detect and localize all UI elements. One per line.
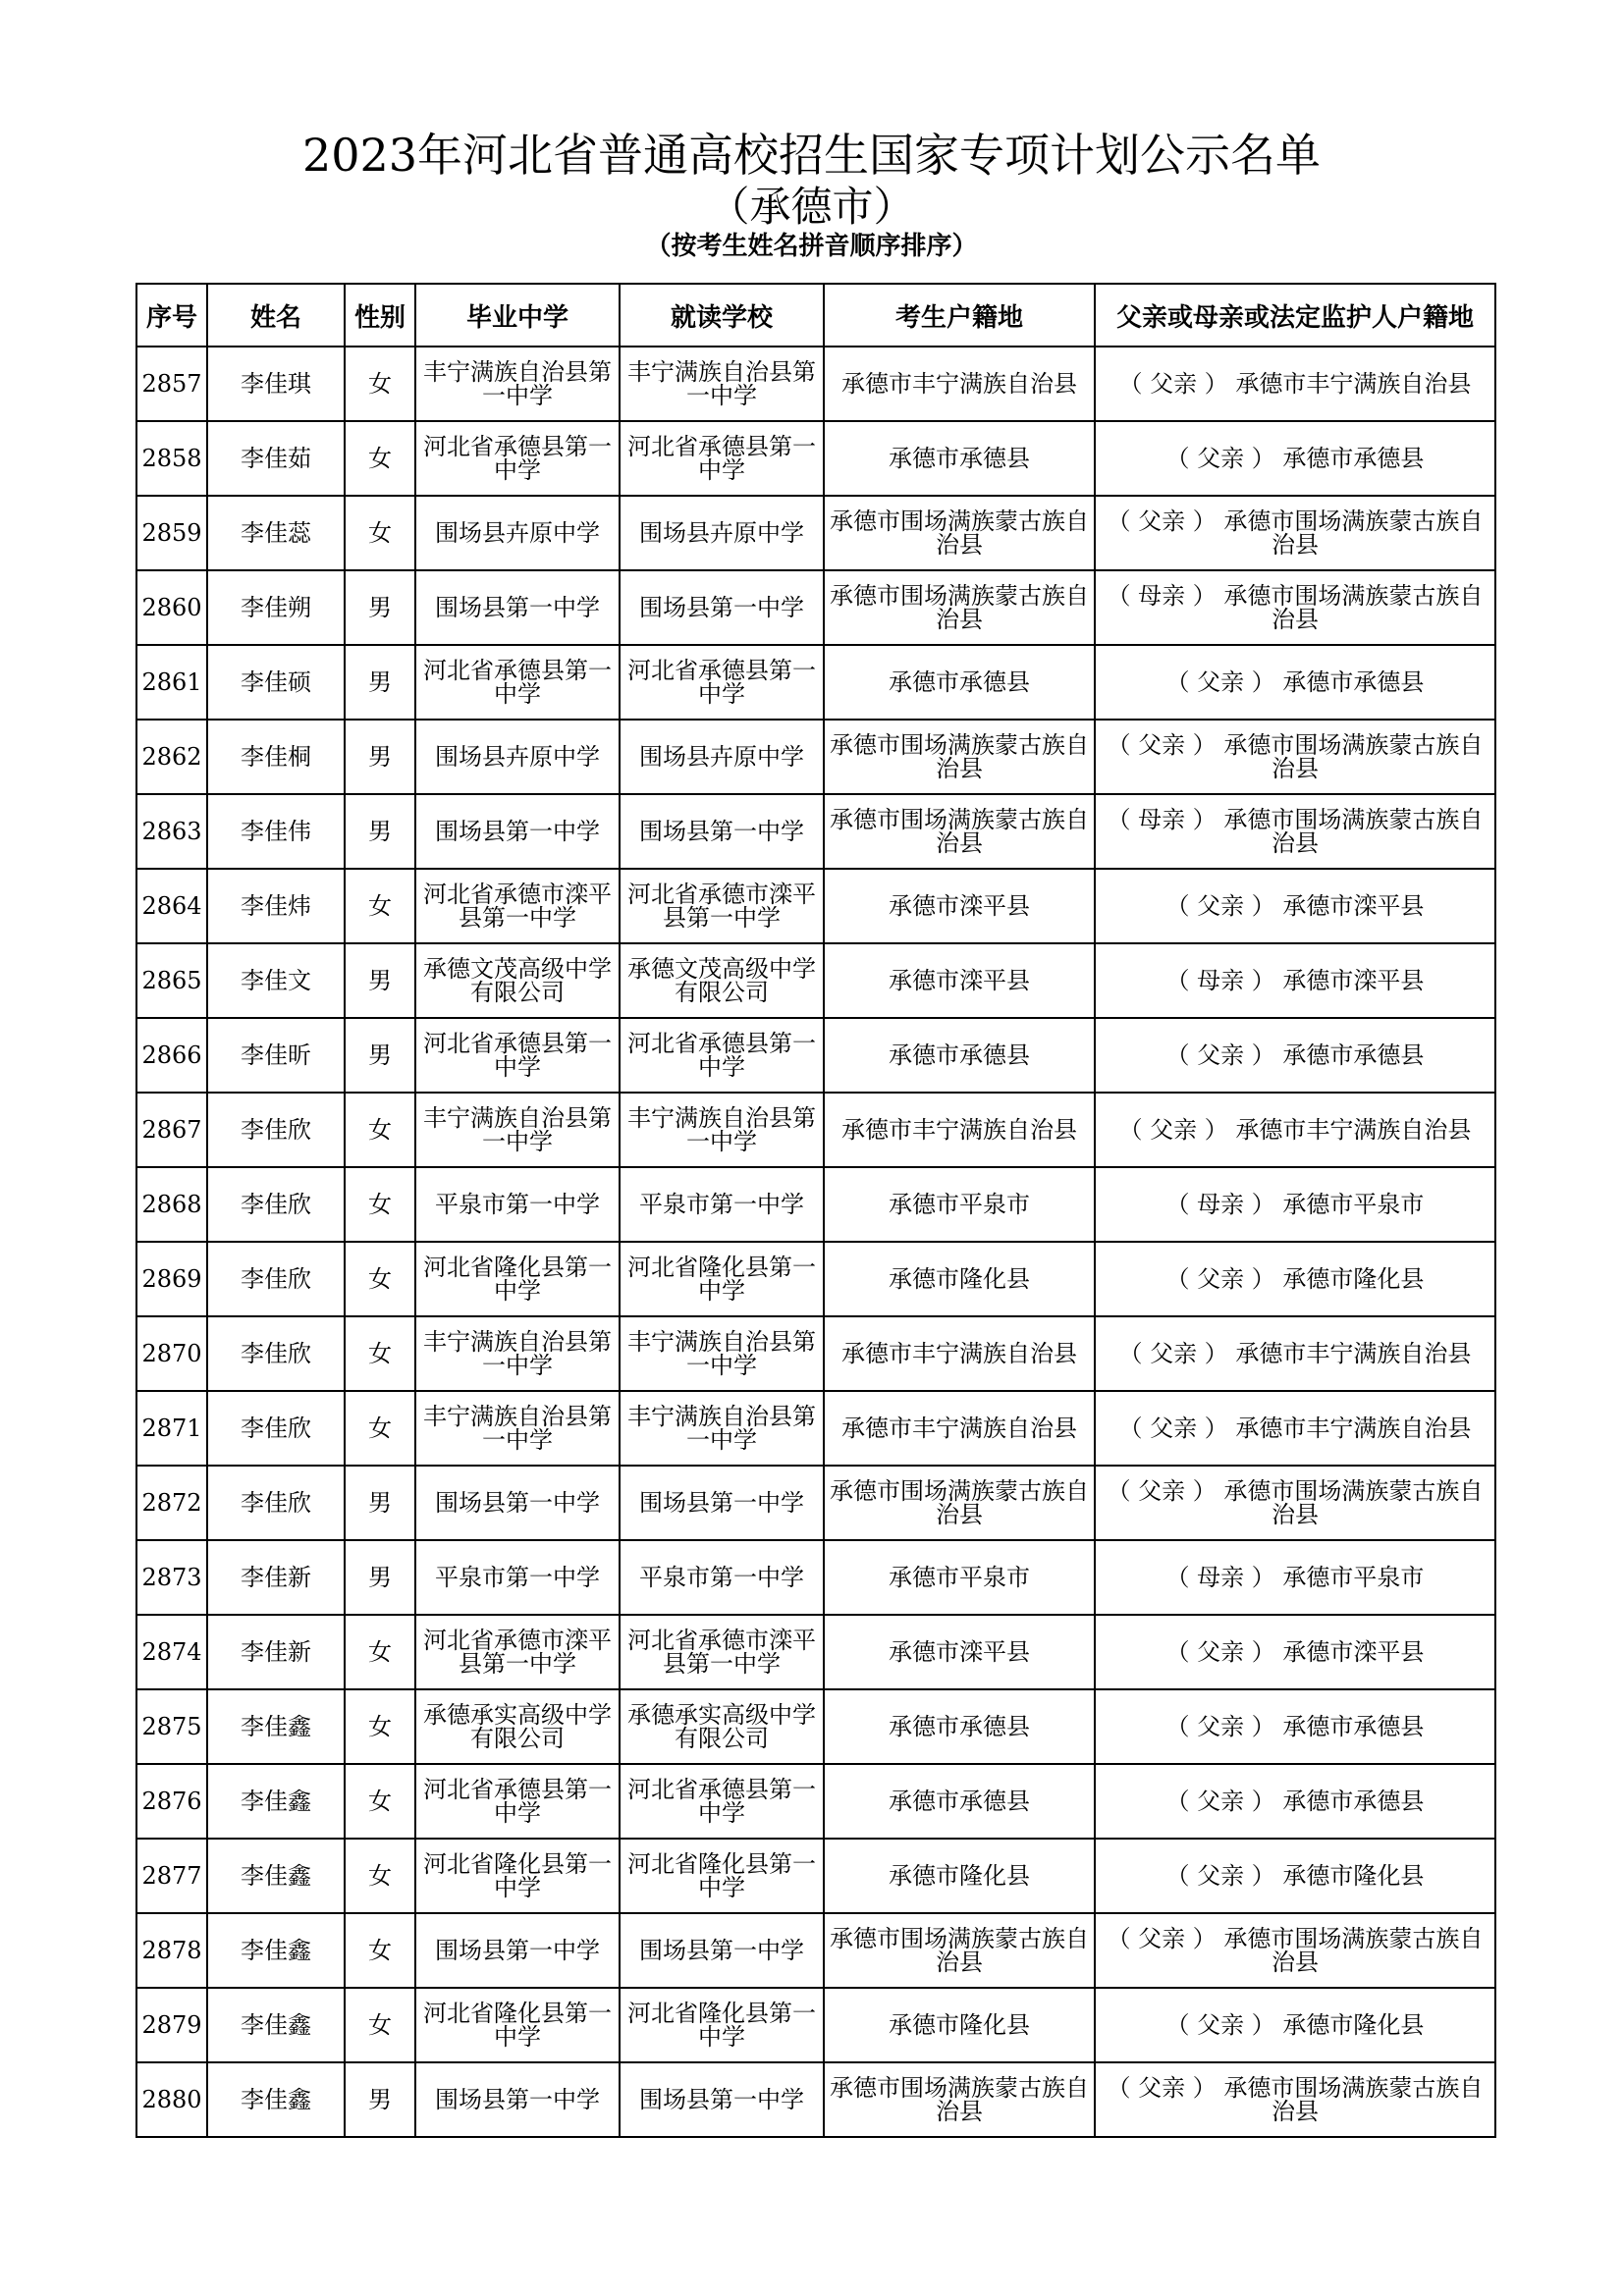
cell-current-school: 承德承实高级中学有限公司 bbox=[620, 1689, 824, 1764]
sort-note: （按考生姓名拼音顺序排序） bbox=[645, 232, 978, 261]
table-row bbox=[136, 347, 1495, 421]
cell-guardian-registration: （ 父亲 ） 承德市隆化县 bbox=[1095, 1242, 1495, 1316]
cell-graduated-school: 丰宁满族自治县第一中学 bbox=[415, 347, 620, 421]
cell-guardian-registration: （ 父亲 ） 承德市隆化县 bbox=[1095, 1988, 1495, 2062]
cell-name: 李佳琪 bbox=[207, 347, 345, 421]
cell-index: 2860 bbox=[136, 570, 207, 645]
table-row bbox=[136, 421, 1495, 496]
table-body bbox=[136, 347, 1495, 2137]
cell-index: 2879 bbox=[136, 1988, 207, 2062]
table-row bbox=[136, 1167, 1495, 1242]
cell-guardian-registration: （ 父亲 ） 承德市丰宁满族自治县 bbox=[1095, 1316, 1495, 1391]
cell-household-registration: 承德市丰宁满族自治县 bbox=[824, 1391, 1095, 1466]
cell-guardian-registration: （ 父亲 ） 承德市围场满族蒙古族自治县 bbox=[1095, 720, 1495, 794]
cell-household-registration: 承德市隆化县 bbox=[824, 1242, 1095, 1316]
table-row bbox=[136, 720, 1495, 794]
cell-name: 李佳蕊 bbox=[207, 496, 345, 570]
cell-household-registration: 承德市隆化县 bbox=[824, 1839, 1095, 1913]
cell-graduated-school: 河北省承德县第一中学 bbox=[415, 1018, 620, 1093]
header-household-registration: 考生户籍地 bbox=[824, 284, 1095, 347]
cell-index: 2875 bbox=[136, 1689, 207, 1764]
cell-guardian-registration: （ 父亲 ） 承德市围场满族蒙古族自治县 bbox=[1095, 1913, 1495, 1988]
cell-current-school: 河北省隆化县第一中学 bbox=[620, 1988, 824, 2062]
cell-household-registration: 承德市滦平县 bbox=[824, 869, 1095, 943]
cell-index: 2864 bbox=[136, 869, 207, 943]
cell-gender: 女 bbox=[345, 347, 415, 421]
cell-guardian-registration: （ 父亲 ） 承德市丰宁满族自治县 bbox=[1095, 347, 1495, 421]
table-row bbox=[136, 1839, 1495, 1913]
cell-graduated-school: 河北省承德市滦平县第一中学 bbox=[415, 869, 620, 943]
table-row bbox=[136, 1316, 1495, 1391]
cell-name: 李佳欣 bbox=[207, 1316, 345, 1391]
cell-gender: 男 bbox=[345, 1018, 415, 1093]
table-row bbox=[136, 1018, 1495, 1093]
cell-guardian-registration: （ 父亲 ） 承德市滦平县 bbox=[1095, 1615, 1495, 1689]
header-gender: 性别 bbox=[345, 284, 415, 347]
cell-current-school: 丰宁满族自治县第一中学 bbox=[620, 347, 824, 421]
cell-index: 2861 bbox=[136, 645, 207, 720]
cell-household-registration: 承德市丰宁满族自治县 bbox=[824, 347, 1095, 421]
cell-current-school: 围场县第一中学 bbox=[620, 1913, 824, 1988]
cell-household-registration: 承德市承德县 bbox=[824, 1689, 1095, 1764]
cell-gender: 男 bbox=[345, 720, 415, 794]
cell-current-school: 丰宁满族自治县第一中学 bbox=[620, 1391, 824, 1466]
cell-gender: 女 bbox=[345, 421, 415, 496]
cell-household-registration: 承德市围场满族蒙古族自治县 bbox=[824, 794, 1095, 869]
cell-graduated-school: 围场县第一中学 bbox=[415, 1913, 620, 1988]
cell-name: 李佳鑫 bbox=[207, 2062, 345, 2137]
cell-household-registration: 承德市滦平县 bbox=[824, 943, 1095, 1018]
cell-name: 李佳鑫 bbox=[207, 1839, 345, 1913]
cell-guardian-registration: （ 父亲 ） 承德市承德县 bbox=[1095, 1689, 1495, 1764]
table-row bbox=[136, 1093, 1495, 1167]
table-row bbox=[136, 1988, 1495, 2062]
cell-current-school: 丰宁满族自治县第一中学 bbox=[620, 1316, 824, 1391]
cell-household-registration: 承德市承德县 bbox=[824, 1764, 1095, 1839]
cell-gender: 女 bbox=[345, 1391, 415, 1466]
cell-current-school: 承德文茂高级中学有限公司 bbox=[620, 943, 824, 1018]
cell-gender: 男 bbox=[345, 943, 415, 1018]
cell-household-registration: 承德市围场满族蒙古族自治县 bbox=[824, 1466, 1095, 1540]
table-row bbox=[136, 1391, 1495, 1466]
cell-index: 2867 bbox=[136, 1093, 207, 1167]
cell-gender: 女 bbox=[345, 496, 415, 570]
cell-graduated-school: 围场县卉原中学 bbox=[415, 720, 620, 794]
cell-gender: 男 bbox=[345, 1466, 415, 1540]
cell-gender: 女 bbox=[345, 1242, 415, 1316]
cell-gender: 女 bbox=[345, 1913, 415, 1988]
cell-current-school: 丰宁满族自治县第一中学 bbox=[620, 1093, 824, 1167]
cell-name: 李佳硕 bbox=[207, 645, 345, 720]
cell-name: 李佳欣 bbox=[207, 1242, 345, 1316]
header-name: 姓名 bbox=[207, 284, 345, 347]
cell-graduated-school: 丰宁满族自治县第一中学 bbox=[415, 1316, 620, 1391]
cell-graduated-school: 承德文茂高级中学有限公司 bbox=[415, 943, 620, 1018]
cell-graduated-school: 河北省承德县第一中学 bbox=[415, 645, 620, 720]
cell-name: 李佳伟 bbox=[207, 794, 345, 869]
cell-graduated-school: 平泉市第一中学 bbox=[415, 1540, 620, 1615]
cell-name: 李佳鑫 bbox=[207, 1764, 345, 1839]
cell-guardian-registration: （ 父亲 ） 承德市围场满族蒙古族自治县 bbox=[1095, 2062, 1495, 2137]
cell-gender: 女 bbox=[345, 1839, 415, 1913]
cell-gender: 女 bbox=[345, 1093, 415, 1167]
cell-name: 李佳新 bbox=[207, 1540, 345, 1615]
cell-household-registration: 承德市承德县 bbox=[824, 1018, 1095, 1093]
cell-guardian-registration: （ 母亲 ） 承德市围场满族蒙古族自治县 bbox=[1095, 570, 1495, 645]
cell-current-school: 河北省承德市滦平县第一中学 bbox=[620, 869, 824, 943]
header-graduated-school: 毕业中学 bbox=[415, 284, 620, 347]
cell-name: 李佳鑫 bbox=[207, 1689, 345, 1764]
cell-gender: 女 bbox=[345, 1615, 415, 1689]
cell-index: 2857 bbox=[136, 347, 207, 421]
cell-household-registration: 承德市围场满族蒙古族自治县 bbox=[824, 720, 1095, 794]
cell-guardian-registration: （ 父亲 ） 承德市承德县 bbox=[1095, 645, 1495, 720]
cell-index: 2876 bbox=[136, 1764, 207, 1839]
cell-graduated-school: 承德承实高级中学有限公司 bbox=[415, 1689, 620, 1764]
cell-name: 李佳鑫 bbox=[207, 1988, 345, 2062]
cell-guardian-registration: （ 父亲 ） 承德市承德县 bbox=[1095, 421, 1495, 496]
cell-graduated-school: 围场县第一中学 bbox=[415, 794, 620, 869]
table-row bbox=[136, 1242, 1495, 1316]
cell-graduated-school: 围场县第一中学 bbox=[415, 2062, 620, 2137]
cell-gender: 女 bbox=[345, 1988, 415, 2062]
cell-household-registration: 承德市承德县 bbox=[824, 421, 1095, 496]
cell-gender: 女 bbox=[345, 1316, 415, 1391]
cell-index: 2880 bbox=[136, 2062, 207, 2137]
cell-current-school: 河北省承德县第一中学 bbox=[620, 1018, 824, 1093]
table-row bbox=[136, 570, 1495, 645]
cell-household-registration: 承德市丰宁满族自治县 bbox=[824, 1093, 1095, 1167]
document-title: 2023年河北省普通高校招生国家专项计划公示名单 bbox=[301, 129, 1322, 182]
cell-current-school: 平泉市第一中学 bbox=[620, 1167, 824, 1242]
cell-index: 2869 bbox=[136, 1242, 207, 1316]
cell-household-registration: 承德市围场满族蒙古族自治县 bbox=[824, 1913, 1095, 1988]
cell-current-school: 河北省承德县第一中学 bbox=[620, 1764, 824, 1839]
cell-index: 2874 bbox=[136, 1615, 207, 1689]
cell-current-school: 围场县卉原中学 bbox=[620, 496, 824, 570]
cell-index: 2873 bbox=[136, 1540, 207, 1615]
cell-guardian-registration: （ 父亲 ） 承德市承德县 bbox=[1095, 1764, 1495, 1839]
table-row bbox=[136, 943, 1495, 1018]
cell-guardian-registration: （ 父亲 ） 承德市围场满族蒙古族自治县 bbox=[1095, 496, 1495, 570]
cell-household-registration: 承德市隆化县 bbox=[824, 1988, 1095, 2062]
cell-current-school: 河北省承德县第一中学 bbox=[620, 421, 824, 496]
cell-gender: 男 bbox=[345, 794, 415, 869]
table-row bbox=[136, 1615, 1495, 1689]
table-row bbox=[136, 496, 1495, 570]
cell-household-registration: 承德市围场满族蒙古族自治县 bbox=[824, 2062, 1095, 2137]
cell-graduated-school: 河北省隆化县第一中学 bbox=[415, 1839, 620, 1913]
cell-guardian-registration: （ 父亲 ） 承德市丰宁满族自治县 bbox=[1095, 1093, 1495, 1167]
table-row bbox=[136, 2062, 1495, 2137]
cell-name: 李佳朔 bbox=[207, 570, 345, 645]
cell-current-school: 围场县第一中学 bbox=[620, 1466, 824, 1540]
cell-gender: 女 bbox=[345, 1167, 415, 1242]
cell-guardian-registration: （ 父亲 ） 承德市滦平县 bbox=[1095, 869, 1495, 943]
cell-current-school: 河北省隆化县第一中学 bbox=[620, 1839, 824, 1913]
cell-graduated-school: 河北省承德县第一中学 bbox=[415, 421, 620, 496]
cell-name: 李佳昕 bbox=[207, 1018, 345, 1093]
cell-current-school: 围场县第一中学 bbox=[620, 794, 824, 869]
cell-household-registration: 承德市平泉市 bbox=[824, 1167, 1095, 1242]
cell-guardian-registration: （ 父亲 ） 承德市丰宁满族自治县 bbox=[1095, 1391, 1495, 1466]
cell-index: 2870 bbox=[136, 1316, 207, 1391]
cell-household-registration: 承德市丰宁满族自治县 bbox=[824, 1316, 1095, 1391]
cell-current-school: 围场县第一中学 bbox=[620, 570, 824, 645]
header-guardian-registration: 父亲或母亲或法定监护人户籍地 bbox=[1095, 284, 1495, 347]
cell-name: 李佳茹 bbox=[207, 421, 345, 496]
cell-name: 李佳炜 bbox=[207, 869, 345, 943]
roster-table bbox=[135, 283, 1496, 2138]
cell-current-school: 围场县第一中学 bbox=[620, 2062, 824, 2137]
cell-current-school: 河北省承德县第一中学 bbox=[620, 645, 824, 720]
cell-current-school: 平泉市第一中学 bbox=[620, 1540, 824, 1615]
cell-gender: 女 bbox=[345, 1764, 415, 1839]
cell-index: 2877 bbox=[136, 1839, 207, 1913]
cell-name: 李佳欣 bbox=[207, 1167, 345, 1242]
cell-guardian-registration: （ 母亲 ） 承德市围场满族蒙古族自治县 bbox=[1095, 794, 1495, 869]
cell-graduated-school: 河北省承德县第一中学 bbox=[415, 1764, 620, 1839]
cell-index: 2871 bbox=[136, 1391, 207, 1466]
cell-guardian-registration: （ 母亲 ） 承德市平泉市 bbox=[1095, 1167, 1495, 1242]
cell-name: 李佳鑫 bbox=[207, 1913, 345, 1988]
cell-name: 李佳桐 bbox=[207, 720, 345, 794]
cell-index: 2872 bbox=[136, 1466, 207, 1540]
cell-graduated-school: 河北省隆化县第一中学 bbox=[415, 1988, 620, 2062]
table-row bbox=[136, 1540, 1495, 1615]
cell-graduated-school: 河北省隆化县第一中学 bbox=[415, 1242, 620, 1316]
table-row bbox=[136, 645, 1495, 720]
cell-guardian-registration: （ 母亲 ） 承德市平泉市 bbox=[1095, 1540, 1495, 1615]
cell-household-registration: 承德市围场满族蒙古族自治县 bbox=[824, 570, 1095, 645]
cell-household-registration: 承德市承德县 bbox=[824, 645, 1095, 720]
table-row bbox=[136, 869, 1495, 943]
table-row bbox=[136, 1466, 1495, 1540]
cell-name: 李佳文 bbox=[207, 943, 345, 1018]
cell-name: 李佳欣 bbox=[207, 1391, 345, 1466]
header-current-school: 就读学校 bbox=[620, 284, 824, 347]
cell-guardian-registration: （ 母亲 ） 承德市滦平县 bbox=[1095, 943, 1495, 1018]
cell-guardian-registration: （ 父亲 ） 承德市承德县 bbox=[1095, 1018, 1495, 1093]
document-subtitle: （承德市） bbox=[708, 183, 915, 231]
table-header-row bbox=[136, 284, 1495, 347]
cell-graduated-school: 围场县第一中学 bbox=[415, 1466, 620, 1540]
cell-index: 2862 bbox=[136, 720, 207, 794]
cell-name: 李佳欣 bbox=[207, 1466, 345, 1540]
cell-current-school: 围场县卉原中学 bbox=[620, 720, 824, 794]
cell-gender: 男 bbox=[345, 570, 415, 645]
cell-household-registration: 承德市滦平县 bbox=[824, 1615, 1095, 1689]
cell-gender: 男 bbox=[345, 2062, 415, 2137]
cell-graduated-school: 河北省承德市滦平县第一中学 bbox=[415, 1615, 620, 1689]
cell-index: 2865 bbox=[136, 943, 207, 1018]
header-index: 序号 bbox=[136, 284, 207, 347]
cell-guardian-registration: （ 父亲 ） 承德市隆化县 bbox=[1095, 1839, 1495, 1913]
cell-guardian-registration: （ 父亲 ） 承德市围场满族蒙古族自治县 bbox=[1095, 1466, 1495, 1540]
cell-index: 2858 bbox=[136, 421, 207, 496]
cell-graduated-school: 丰宁满族自治县第一中学 bbox=[415, 1391, 620, 1466]
cell-current-school: 河北省隆化县第一中学 bbox=[620, 1242, 824, 1316]
cell-gender: 男 bbox=[345, 1540, 415, 1615]
cell-gender: 男 bbox=[345, 645, 415, 720]
cell-current-school: 河北省承德市滦平县第一中学 bbox=[620, 1615, 824, 1689]
table-row bbox=[136, 1689, 1495, 1764]
cell-gender: 女 bbox=[345, 869, 415, 943]
cell-name: 李佳新 bbox=[207, 1615, 345, 1689]
cell-graduated-school: 围场县第一中学 bbox=[415, 570, 620, 645]
cell-graduated-school: 平泉市第一中学 bbox=[415, 1167, 620, 1242]
cell-index: 2868 bbox=[136, 1167, 207, 1242]
cell-index: 2859 bbox=[136, 496, 207, 570]
cell-index: 2878 bbox=[136, 1913, 207, 1988]
cell-household-registration: 承德市平泉市 bbox=[824, 1540, 1095, 1615]
cell-household-registration: 承德市围场满族蒙古族自治县 bbox=[824, 496, 1095, 570]
cell-index: 2866 bbox=[136, 1018, 207, 1093]
cell-graduated-school: 丰宁满族自治县第一中学 bbox=[415, 1093, 620, 1167]
cell-gender: 女 bbox=[345, 1689, 415, 1764]
cell-graduated-school: 围场县卉原中学 bbox=[415, 496, 620, 570]
table-row bbox=[136, 794, 1495, 869]
table-row bbox=[136, 1764, 1495, 1839]
cell-name: 李佳欣 bbox=[207, 1093, 345, 1167]
table-row bbox=[136, 1913, 1495, 1988]
cell-index: 2863 bbox=[136, 794, 207, 869]
